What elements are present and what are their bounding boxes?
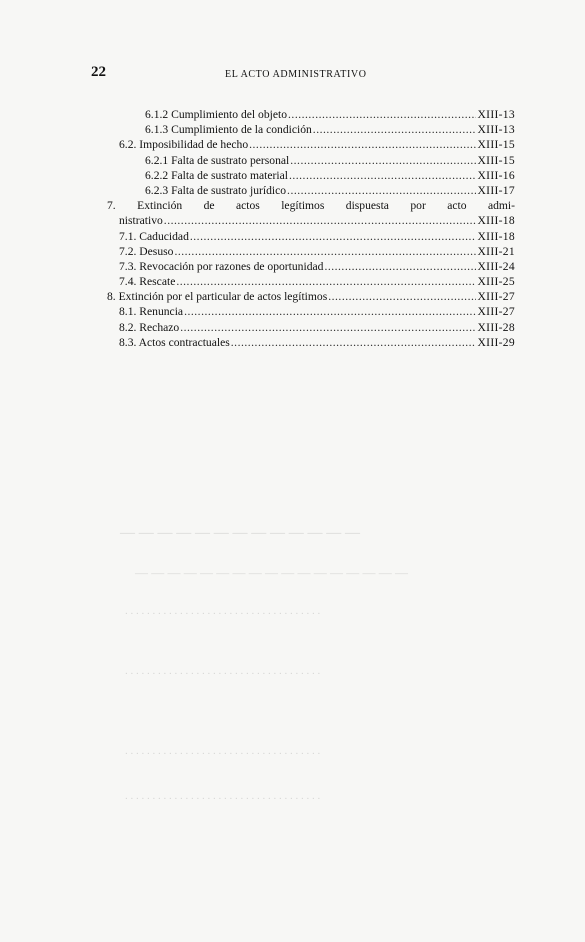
toc-entry[interactable]: [105, 137, 515, 152]
toc-entry-label: 6.1.3 Cumplimiento de la condición: [145, 123, 312, 137]
running-header: EL ACTO ADMINISTRATIVO: [225, 69, 367, 80]
page-number: 22: [91, 64, 106, 80]
toc-entry-label: 8.1. Renuncia: [119, 305, 184, 319]
leader-dots: [184, 304, 476, 319]
leader-dots: [249, 137, 476, 152]
toc-entry[interactable]: [105, 304, 515, 319]
toc-entry[interactable]: [105, 107, 515, 122]
leader-dots: [290, 153, 476, 168]
toc-entry[interactable]: [105, 335, 515, 350]
bleed-through: . . . . . . . . . . . . . . . . . . . . . . . . . . . . . . . . . . . .: [125, 605, 321, 617]
toc-entry[interactable]: [105, 168, 515, 183]
toc-entry[interactable]: [105, 259, 515, 274]
toc-entry[interactable]: [105, 244, 515, 259]
table-of-contents: [105, 107, 515, 350]
toc-entry-label: 6.2.2 Falta de sustrato material: [145, 168, 288, 182]
toc-entry-page: XIII-13: [477, 123, 515, 137]
toc-entry-page: XIII-17: [477, 183, 515, 197]
toc-entry-label: 7.3. Revocación por razones de oportunidad: [119, 259, 324, 273]
bleed-through: . . . . . . . . . . . . . . . . . . . . . . . . . . . . . . . . . . . .: [125, 665, 321, 677]
toc-entry-label: 7.4. Rescate: [119, 275, 176, 289]
toc-entry-page: XIII-15: [477, 153, 515, 167]
leader-dots: [287, 183, 476, 198]
leader-dots: [324, 259, 476, 274]
leader-dots: [288, 107, 476, 122]
toc-entry-page: XIII-27: [477, 290, 515, 304]
toc-entry-label: 6.2.1 Falta de sustrato personal: [145, 153, 290, 167]
toc-entry-page: XIII-21: [477, 244, 515, 258]
leader-dots: [174, 244, 476, 259]
toc-entry[interactable]: [105, 183, 515, 198]
toc-entry-page: XIII-18: [477, 229, 515, 243]
toc-entry[interactable]: [105, 198, 515, 228]
toc-entry-page: XIII-29: [477, 335, 515, 349]
leader-dots: [289, 168, 477, 183]
leader-dots: [180, 320, 476, 335]
bleed-through: . . . . . . . . . . . . . . . . . . . . . . . . . . . . . . . . . . . .: [125, 790, 321, 802]
toc-entry-page: XIII-15: [477, 138, 515, 152]
toc-entry-page: XIII-16: [477, 168, 515, 182]
toc-entry-page: XIII-18: [477, 214, 515, 228]
leader-dots: [328, 289, 476, 304]
toc-entry-label: 8. Extinción por el particular de actos legítimos: [107, 290, 328, 304]
leader-dots: [313, 122, 477, 137]
toc-entry-label: 6.2. Imposibilidad de hecho: [119, 138, 249, 152]
leader-dots: [231, 335, 477, 350]
leader-dots: [164, 213, 477, 228]
leader-dots: [176, 274, 476, 289]
toc-entry-label: 6.2.3 Falta de sustrato jurídico: [145, 183, 287, 197]
toc-entry[interactable]: [105, 274, 515, 289]
toc-entry[interactable]: [105, 229, 515, 244]
toc-entry-page: XIII-28: [477, 320, 515, 334]
bleed-through: . . . . . . . . . . . . . . . . . . . . . . . . . . . . . . . . . . . .: [125, 745, 321, 757]
toc-entry[interactable]: [105, 122, 515, 137]
toc-entry[interactable]: [105, 289, 515, 304]
toc-entry-label: 6.1.2 Cumplimiento del objeto: [145, 108, 288, 121]
toc-entry-page: XIII-25: [477, 275, 515, 289]
toc-entry-page: XIII-27: [477, 305, 515, 319]
toc-entry[interactable]: [105, 320, 515, 335]
toc-entry-label: 7.1. Caducidad: [119, 229, 189, 243]
toc-entry[interactable]: [105, 153, 515, 168]
toc-entry-label: 7.2. Desuso: [119, 244, 174, 258]
toc-entry-page: XIII-24: [477, 259, 515, 273]
bleed-through: — — — — — — — — — — — — — — — — —: [135, 565, 408, 580]
toc-entry-label-continued: nistrativo: [119, 214, 163, 228]
toc-entry-label: 8.3. Actos contractuales: [119, 335, 230, 349]
toc-entry-label: 7. Extinción de actos legítimos dispuesta por acto admi-: [107, 199, 515, 213]
toc-entry-page: XIII-13: [477, 108, 515, 121]
leader-dots: [190, 229, 477, 244]
toc-entry-label: 8.2. Rechazo: [119, 320, 180, 334]
bleed-through: — — — — — — — — — — — — —: [120, 525, 360, 541]
